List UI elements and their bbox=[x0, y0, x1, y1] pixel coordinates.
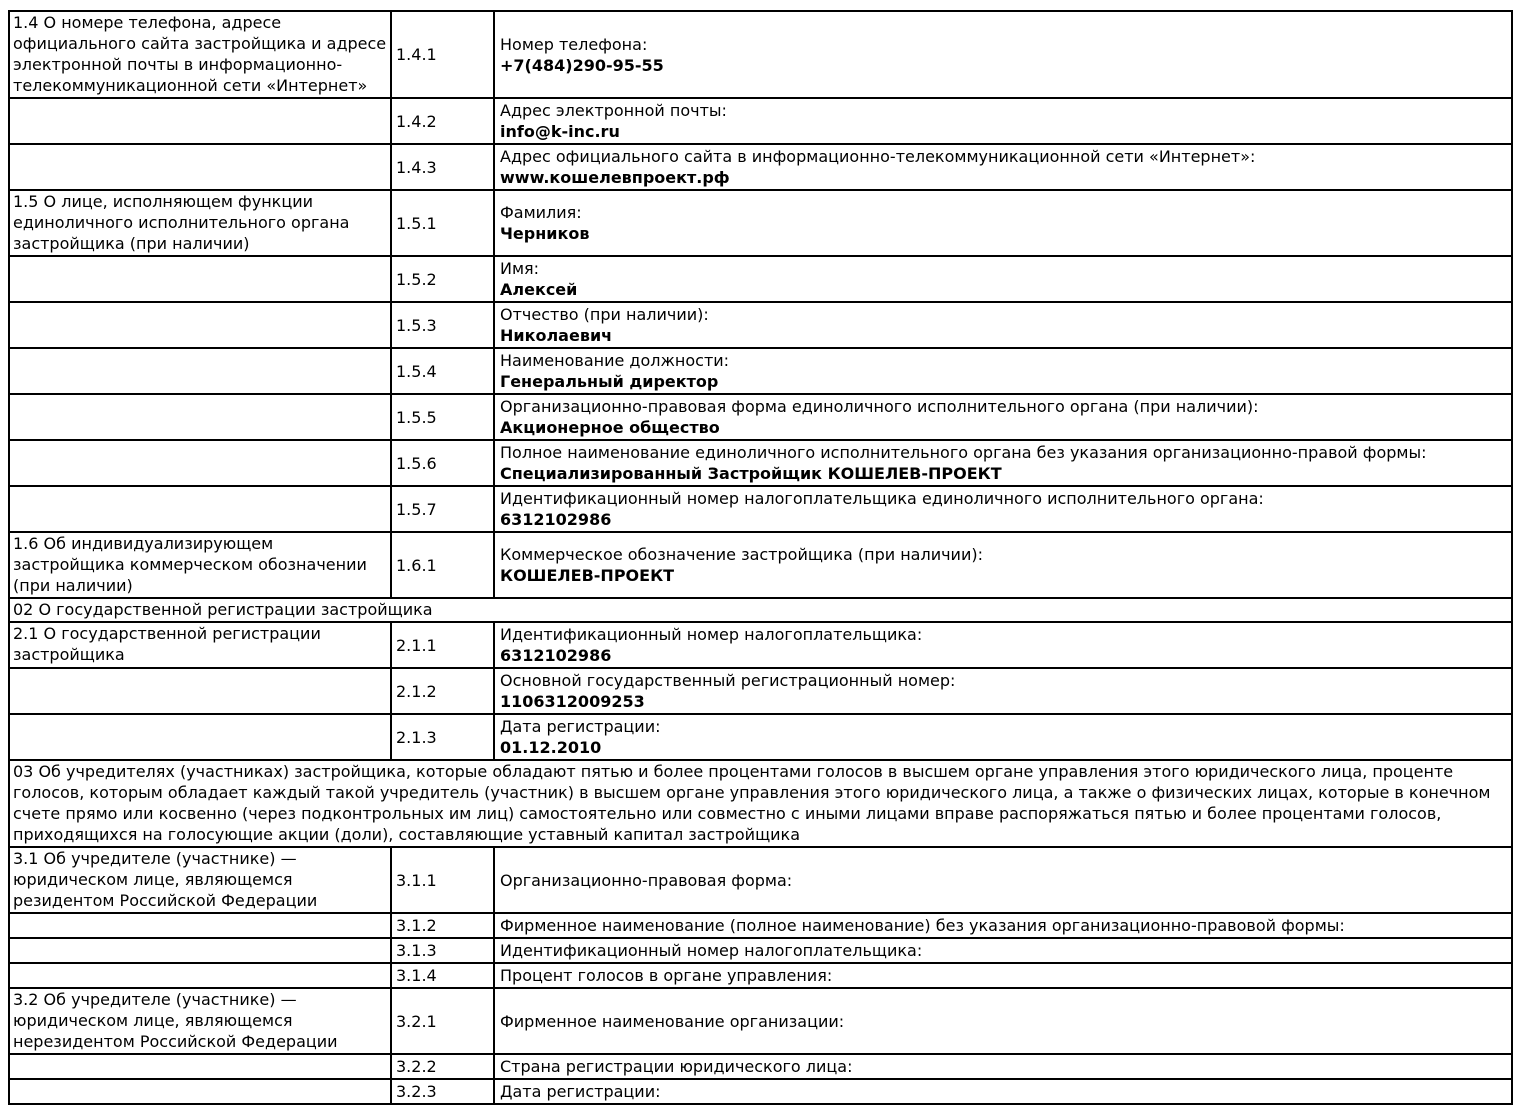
section-topic: 1.6 Об индивидуализирующем застройщика коммерческом обозначении (при наличии) bbox=[9, 532, 391, 598]
field-label: Идентификационный номер налогоплательщика единоличного исполнительного органа: bbox=[500, 489, 1264, 508]
table-row bbox=[9, 486, 1512, 532]
field-label: Наименование должности: bbox=[500, 351, 730, 370]
field-label: Адрес электронной почты: bbox=[500, 101, 727, 120]
table-row bbox=[9, 1054, 1512, 1079]
item-cell bbox=[494, 348, 1512, 394]
section-topic bbox=[9, 668, 391, 714]
item-number: 1.5.7 bbox=[391, 486, 494, 532]
section-topic: 2.1 О государственной регистрации застройщика bbox=[9, 622, 391, 668]
field-value: 6312102986 bbox=[500, 510, 612, 529]
table-row bbox=[9, 938, 1512, 963]
item-cell bbox=[494, 988, 1512, 1054]
field-label: Основной государственный регистрационный номер: bbox=[500, 671, 956, 690]
field-value: Генеральный директор bbox=[500, 372, 719, 391]
table-row bbox=[9, 668, 1512, 714]
item-cell bbox=[494, 11, 1512, 98]
item-cell bbox=[494, 1079, 1512, 1104]
section-topic bbox=[9, 98, 391, 144]
section-topic bbox=[9, 256, 391, 302]
field-value: Алексей bbox=[500, 280, 578, 299]
item-number: 1.5.4 bbox=[391, 348, 494, 394]
item-number: 3.1.4 bbox=[391, 963, 494, 988]
item-cell bbox=[494, 714, 1512, 760]
table-row bbox=[9, 348, 1512, 394]
item-cell bbox=[494, 394, 1512, 440]
section-topic bbox=[9, 1054, 391, 1079]
field-label: Организационно-правовая форма: bbox=[500, 870, 793, 890]
table-row bbox=[9, 622, 1512, 668]
section-header: 02 О государственной регистрации застройщика bbox=[9, 598, 1512, 622]
item-cell bbox=[494, 913, 1512, 938]
table-row bbox=[9, 144, 1512, 190]
table-row bbox=[9, 532, 1512, 598]
section-topic bbox=[9, 963, 391, 988]
item-number: 2.1.3 bbox=[391, 714, 494, 760]
item-number: 3.2.2 bbox=[391, 1054, 494, 1079]
table-row bbox=[9, 98, 1512, 144]
table-row bbox=[9, 256, 1512, 302]
field-value: Специализированный Застройщик КОШЕЛЕВ-ПРОЕКТ bbox=[500, 464, 1002, 483]
table-row bbox=[9, 913, 1512, 938]
item-number: 1.5.1 bbox=[391, 190, 494, 256]
item-cell bbox=[494, 190, 1512, 256]
field-label: Страна регистрации юридического лица: bbox=[500, 1057, 853, 1076]
item-cell bbox=[494, 847, 1512, 913]
item-number: 3.1.2 bbox=[391, 913, 494, 938]
field-value: Черников bbox=[500, 224, 590, 243]
field-label: Коммерческое обозначение застройщика (при наличии): bbox=[500, 545, 983, 564]
field-value: 6312102986 bbox=[500, 646, 612, 665]
item-number: 1.5.2 bbox=[391, 256, 494, 302]
field-label: Организационно-правовая форма единоличного исполнительного органа (при наличии): bbox=[500, 397, 1259, 416]
item-cell bbox=[494, 1054, 1512, 1079]
field-value: 1106312009253 bbox=[500, 692, 645, 711]
table-row bbox=[9, 440, 1512, 486]
item-cell bbox=[494, 440, 1512, 486]
item-number: 3.1.1 bbox=[391, 847, 494, 913]
item-cell bbox=[494, 622, 1512, 668]
item-number: 3.2.1 bbox=[391, 988, 494, 1054]
item-number: 1.4.1 bbox=[391, 11, 494, 98]
field-label: Фирменное наименование организации: bbox=[500, 1011, 845, 1031]
section-header-row bbox=[9, 760, 1512, 847]
item-cell bbox=[494, 532, 1512, 598]
item-number: 3.2.3 bbox=[391, 1079, 494, 1104]
field-label: Адрес официального сайта в информационно-телекоммуникационной сети «Интернет»: bbox=[500, 147, 1256, 166]
section-topic bbox=[9, 302, 391, 348]
field-label: Фамилия: bbox=[500, 203, 582, 222]
item-cell bbox=[494, 98, 1512, 144]
section-topic bbox=[9, 714, 391, 760]
section-topic bbox=[9, 144, 391, 190]
field-value: КОШЕЛЕВ-ПРОЕКТ bbox=[500, 566, 675, 585]
table-row bbox=[9, 963, 1512, 988]
item-cell bbox=[494, 963, 1512, 988]
section-topic: 3.1 Об учредителе (участнике) — юридическом лице, являющемся резидентом Российской Федерации bbox=[9, 847, 391, 913]
item-cell bbox=[494, 144, 1512, 190]
field-value: +7(484)290-95-55 bbox=[500, 55, 664, 75]
table-row bbox=[9, 11, 1512, 98]
item-number: 1.4.3 bbox=[391, 144, 494, 190]
section-topic bbox=[9, 1079, 391, 1104]
section-topic: 1.5 О лице, исполняющем функции единоличного исполнительного органа застройщика (при наличии) bbox=[9, 190, 391, 256]
field-label: Идентификационный номер налогоплательщика: bbox=[500, 941, 923, 960]
item-number: 2.1.1 bbox=[391, 622, 494, 668]
item-cell bbox=[494, 256, 1512, 302]
table-row bbox=[9, 394, 1512, 440]
field-label: Процент голосов в органе управления: bbox=[500, 966, 833, 985]
field-label: Имя: bbox=[500, 259, 540, 278]
field-label: Отчество (при наличии): bbox=[500, 305, 709, 324]
item-number: 1.6.1 bbox=[391, 532, 494, 598]
item-cell bbox=[494, 302, 1512, 348]
field-value: Акционерное общество bbox=[500, 418, 720, 437]
field-label: Дата регистрации: bbox=[500, 717, 661, 736]
field-label: Фирменное наименование (полное наименование) без указания организационно-правовой формы: bbox=[500, 916, 1345, 935]
item-number: 2.1.2 bbox=[391, 668, 494, 714]
section-topic bbox=[9, 913, 391, 938]
section-topic bbox=[9, 440, 391, 486]
field-value: 01.12.2010 bbox=[500, 738, 602, 757]
section-topic: 3.2 Об учредителе (участнике) — юридическом лице, являющемся нерезидентом Российской Федерации bbox=[9, 988, 391, 1054]
field-label: Идентификационный номер налогоплательщика: bbox=[500, 625, 923, 644]
item-cell bbox=[494, 938, 1512, 963]
section-header-row bbox=[9, 598, 1512, 622]
item-number: 1.5.6 bbox=[391, 440, 494, 486]
section-topic: 1.4 О номере телефона, адресе официального сайта застройщика и адресе электронной почты в информационно-телекоммуникационной сети «Интернет» bbox=[9, 11, 391, 98]
item-number: 1.5.3 bbox=[391, 302, 494, 348]
field-label: Полное наименование единоличного исполнительного органа без указания организационно-правой формы: bbox=[500, 443, 1427, 462]
item-cell bbox=[494, 486, 1512, 532]
table-row bbox=[9, 847, 1512, 913]
field-value: info@k-inc.ru bbox=[500, 122, 620, 141]
section-topic bbox=[9, 938, 391, 963]
table-row bbox=[9, 190, 1512, 256]
section-topic bbox=[9, 348, 391, 394]
table-row bbox=[9, 1079, 1512, 1104]
table-row bbox=[9, 988, 1512, 1054]
section-topic bbox=[9, 394, 391, 440]
field-label: Дата регистрации: bbox=[500, 1082, 661, 1101]
field-label: Номер телефона: bbox=[500, 34, 648, 54]
item-number: 3.1.3 bbox=[391, 938, 494, 963]
table-row bbox=[9, 714, 1512, 760]
table-row bbox=[9, 302, 1512, 348]
item-cell bbox=[494, 668, 1512, 714]
item-number: 1.4.2 bbox=[391, 98, 494, 144]
section-header: 03 Об учредителях (участниках) застройщика, которые обладают пятью и более процентами голосов в высшем органе управления этого юридического лица, проценте голосов, которым обладает каждый такой учредитель (участник) в высшем органе управления этого юридического лица, а также о физических лицах, которые в конечном счете прямо или косвенно (через подконтрольных им лиц) самостоятельно или совместно с иными лицами вправе распоряжаться пятью и более процентами голосов, приходящихся на голосующие акции (доли), составляющие уставный капитал застройщика bbox=[9, 760, 1512, 847]
item-number: 1.5.5 bbox=[391, 394, 494, 440]
field-value: www.кошелевпроект.рф bbox=[500, 168, 730, 187]
field-value: Николаевич bbox=[500, 326, 613, 345]
declaration-table bbox=[8, 10, 1513, 1105]
section-topic bbox=[9, 486, 391, 532]
